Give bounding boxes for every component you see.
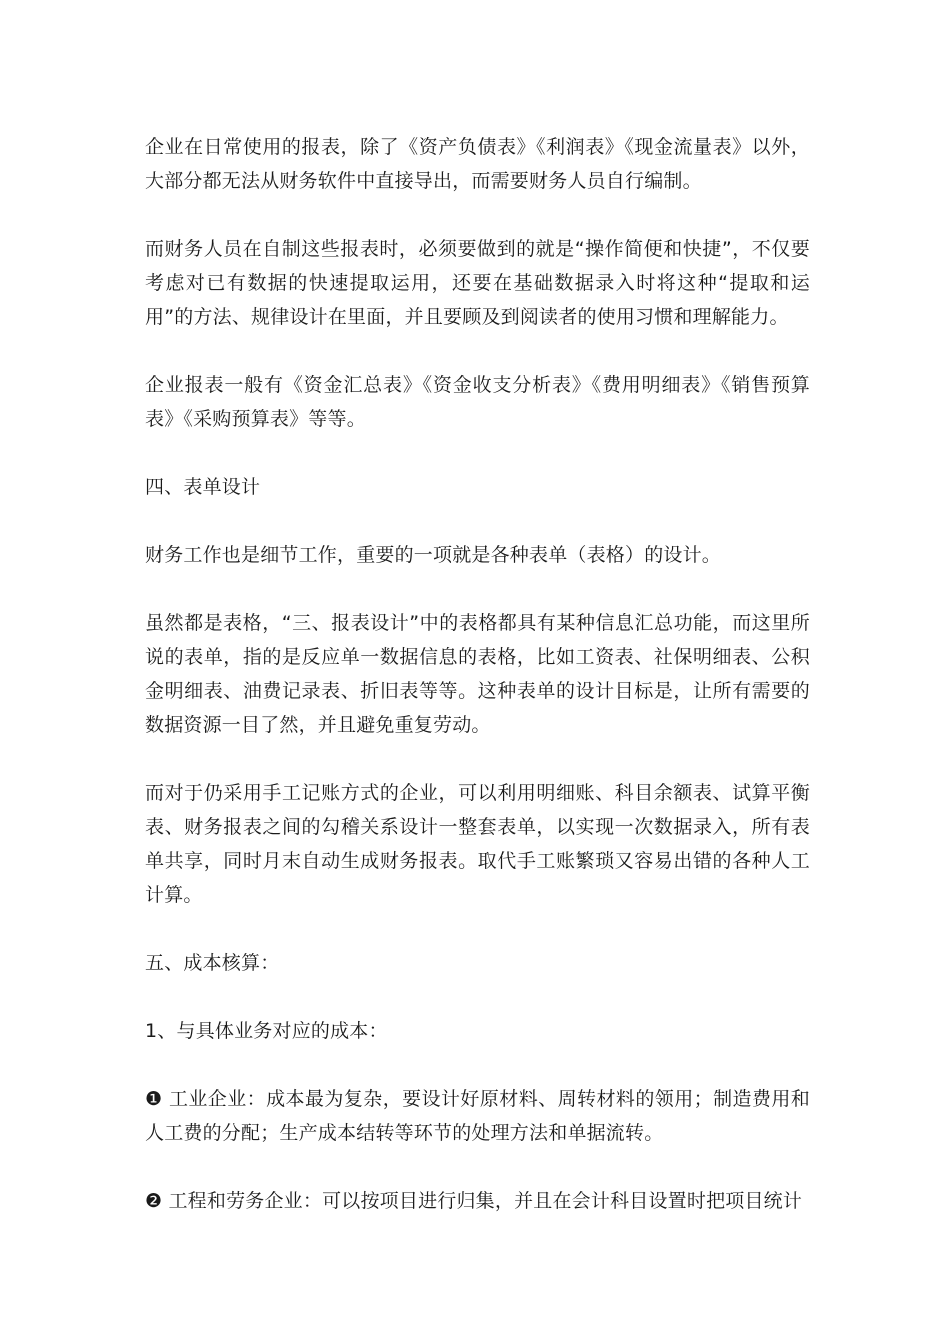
paragraph-form-definition: 虽然都是表格，“三、报表设计”中的表格都具有某种信息汇总功能，而这里所说的表单，指的是反应单一数据信息的表格，比如工资表、社保明细表、公积金明细表、油费记录表、折旧表等等。这种表单的设计目标是，让所有需要的数据资源一目了然，并且避免重复劳动。 xyxy=(145,612,810,736)
list-item-engineering-enterprise: ❷ 工程和劳务企业：可以按项目进行归集，并且在会计科目设置时把项目统计 xyxy=(145,1190,803,1212)
section-heading-cost-accounting: 五、成本核算： xyxy=(145,952,280,974)
document-body xyxy=(145,130,810,1252)
paragraph-form-importance: 财务工作也是细节工作，重要的一项就是各种表单（表格）的设计。 xyxy=(145,544,722,566)
subheading-business-cost: 1、与具体业务对应的成本： xyxy=(145,1020,388,1042)
paragraph-report-intro: 企业在日常使用的报表，除了《资产负债表》《利润表》《现金流量表》以外，大部分都无法从财务软件中直接导出，而需要财务人员自行编制。 xyxy=(145,136,810,192)
paragraph-manual-accounting: 而对于仍采用手工记账方式的企业，可以利用明细账、科目余额表、试算平衡表、财务报表之间的勾稽关系设计一整套表单，以实现一次数据录入，所有表单共享，同时月末自动生成财务报表。取代手工账繁琐又容易出错的各种人工计算。 xyxy=(145,782,810,906)
section-heading-form-design: 四、表单设计 xyxy=(145,476,261,498)
paragraph-report-design-principle: 而财务人员在自制这些报表时，必须要做到的就是“操作简便和快捷”，不仅要考虑对已有数据的快速提取运用，还要在基础数据录入时将这种“提取和运用”的方法、规律设计在里面，并且要顾及到阅读者的使用习惯和理解能力。 xyxy=(145,238,810,328)
paragraph-report-types: 企业报表一般有《资金汇总表》《资金收支分析表》《费用明细表》《销售预算表》《采购预算表》等等。 xyxy=(145,374,810,430)
list-item-industrial-enterprise: ❶ 工业企业：成本最为复杂，要设计好原材料、周转材料的领用；制造费用和人工费的分配；生产成本结转等环节的处理方法和单据流转。 xyxy=(145,1088,810,1144)
